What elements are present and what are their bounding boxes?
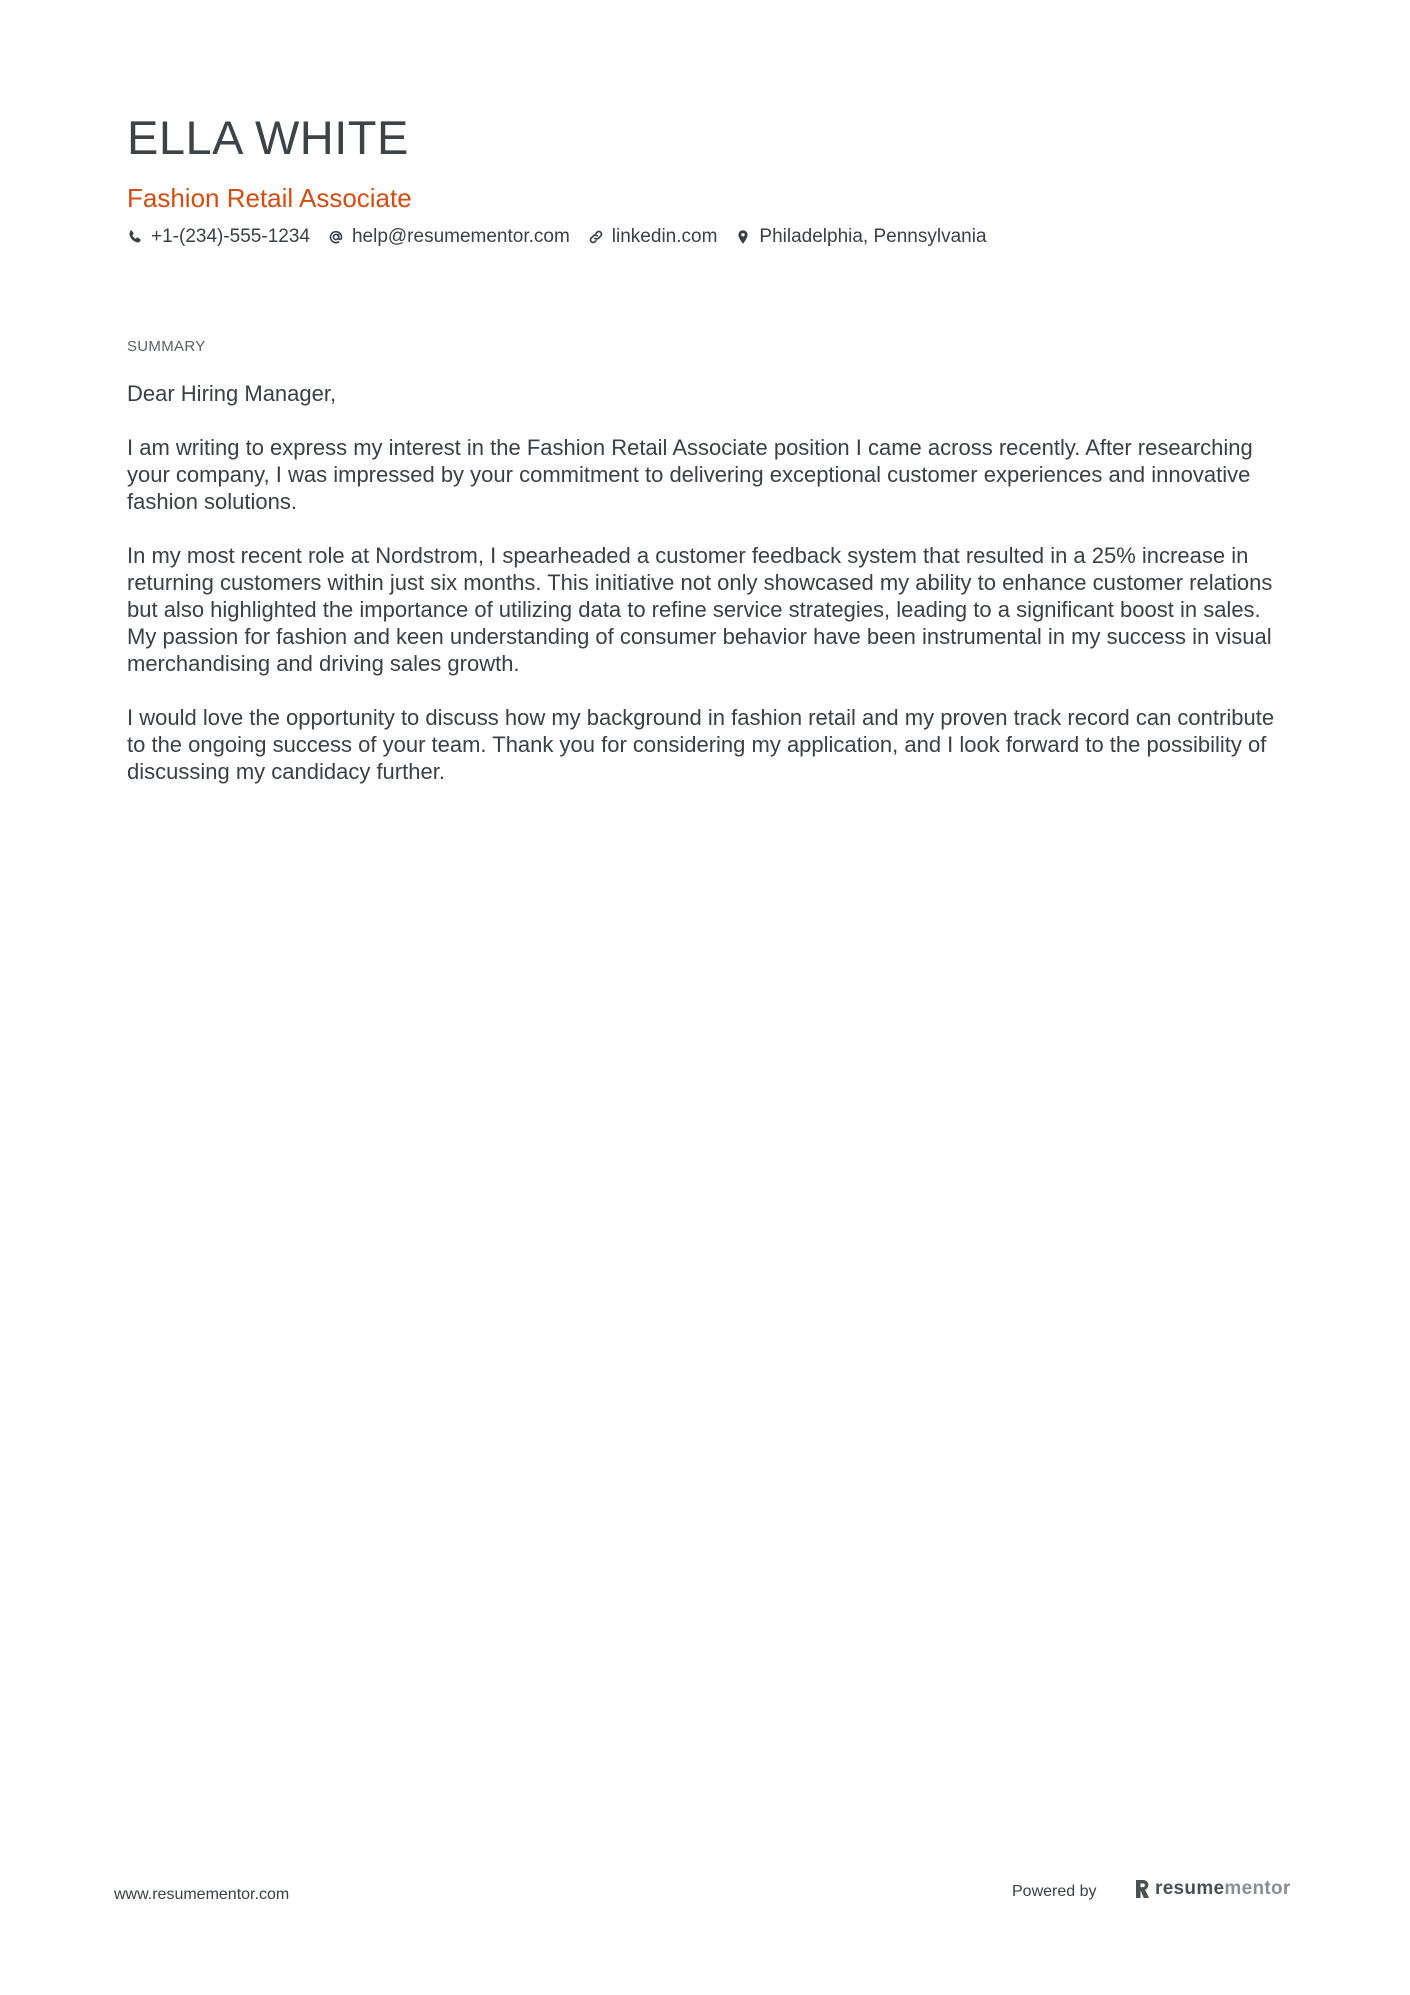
contact-phone[interactable] xyxy=(127,226,310,248)
contact-location xyxy=(735,226,986,248)
phone-icon xyxy=(127,229,143,245)
link-icon xyxy=(588,229,604,245)
contact-location-text: Philadelphia, Pennsylvania xyxy=(759,226,987,247)
brand-name-bold: resume xyxy=(1155,1878,1225,1899)
at-icon xyxy=(328,229,344,245)
letter-paragraph: I would love the opportunity to discuss how my background in fashion retail and my proven track record can contribute to the ongoing success of your team. Thank you for considering my application, and I look forward to the possibility of discussing my candidacy further. xyxy=(127,705,1275,784)
powered-by-label: Powered by xyxy=(1012,1883,1097,1900)
contact-linkedin-text: linkedin.com xyxy=(611,226,718,247)
location-pin-icon xyxy=(735,229,751,245)
letter-body xyxy=(127,380,1287,812)
contact-linkedin[interactable] xyxy=(588,226,718,248)
contact-bar xyxy=(127,226,1005,248)
candidate-name: ELLA WHITE xyxy=(127,111,409,164)
letter-paragraph: I am writing to express my interest in the Fashion Retail Associate position I came across recently. After researching your company, I was impressed by your commitment to delivering exceptional customer experiences and innovative fashion solutions. xyxy=(127,435,1253,514)
resumementor-logo-icon xyxy=(1134,1879,1150,1899)
brand-logo[interactable] xyxy=(1134,1878,1291,1900)
brand-name-light: mentor xyxy=(1224,1878,1291,1899)
letter-salutation: Dear Hiring Manager, xyxy=(127,381,337,406)
contact-email-text: help@resumementor.com xyxy=(351,226,570,247)
letter-paragraph: In my most recent role at Nordstrom, I spearheaded a customer feedback system that resulted in a 25% increase in returning customers within just six months. This initiative not only showcased my ability to enhance customer relations but also highlighted the importance of utilizing data to refine service strategies, leading to a significant boost in sales. My passion for fashion and keen understanding of consumer behavior have been instrumental in my success in visual merchandising and driving sales growth. xyxy=(127,543,1273,676)
contact-email[interactable] xyxy=(328,226,570,248)
footer-website-link[interactable]: www.resumementor.com xyxy=(114,1886,290,1903)
contact-phone-text: +1-(234)-555-1234 xyxy=(151,226,310,247)
job-title: Fashion Retail Associate xyxy=(127,183,412,213)
summary-heading: SUMMARY xyxy=(127,338,206,355)
